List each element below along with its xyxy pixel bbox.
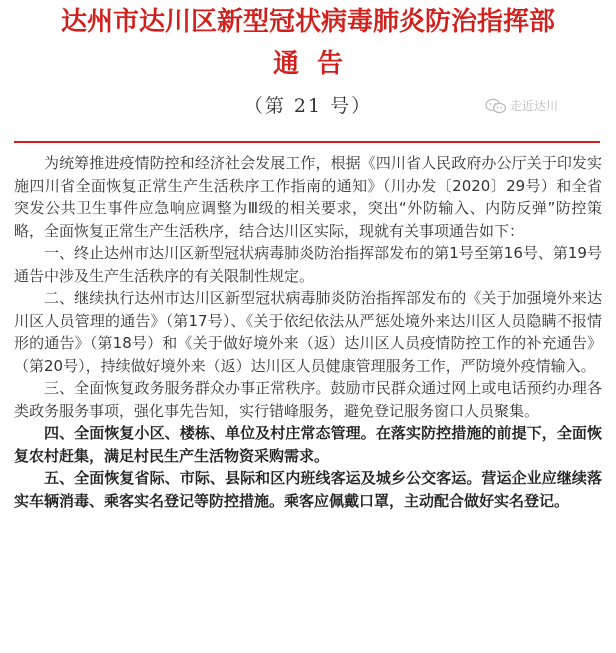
wechat-icon (485, 98, 507, 114)
notice-subtitle: 通告 (272, 49, 361, 79)
paragraph-item-2: 二、继续执行达州市达川区新型冠状病毒肺炎防治指挥部发布的《关于加强境外来达川区人员管理的通告》（第17号）、《关于依纪依法从严惩处境外来达川区人员隐瞒不报情形的通告》（第18号）和《关于做好境外来（返）达川区人员疫情防控工作的补充通告》（第20号），持续做好境外来（返）达川区人员健康管理服务工作，严防境外疫情输入。 (14, 289, 602, 375)
notice-title: 达州市达川区新型冠状病毒肺炎防治指挥部 (60, 7, 555, 37)
watermark-text: 走近达川 (510, 99, 559, 113)
watermark (485, 97, 558, 115)
red-divider (14, 141, 600, 143)
notice-body (14, 152, 602, 512)
paragraph-item-5: 五、全面恢复省际、市际、县际和区内班线客运及城乡公交客运。营运企业应继续落实车辆消毒、乘客实名登记等防控措施。乘客应佩戴口罩，主动配合做好实名登记。 (14, 469, 602, 510)
paragraph-item-3: 三、全面恢复政务服务群众办事正常秩序。鼓励市民群众通过网上或电话预约办理各类政务服务事项，强化事先告知，实行错峰服务，避免登记服务窗口人员聚集。 (14, 379, 602, 420)
paragraph-item-4: 四、全面恢复小区、楼栋、单位及村庄常态管理。在落实防控措施的前提下，全面恢复农村赶集，满足村民生产生活物资采购需求。 (14, 424, 602, 465)
paragraph-intro: 为统筹推进疫情防控和经济社会发展工作，根据《四川省人民政府办公厅关于印发实施四川省全面恢复正常生产生活秩序工作指南的通知》（川办发〔2020〕29号）和全省突发公共卫生事件应急响应调整为Ⅲ级的相关要求，突出“外防输入、内防反弹”防控策略，全面恢复正常生产生活秩序，结合达川区实际，现就有关事项通告如下： (14, 154, 602, 240)
paragraph-item-1: 一、终止达州市达川区新型冠状病毒肺炎防治指挥部发布的第1号至第16号、第19号通告中涉及生产生活秩序的有关限制性规定。 (14, 244, 602, 285)
document-number: （第 21 号） (243, 95, 373, 117)
